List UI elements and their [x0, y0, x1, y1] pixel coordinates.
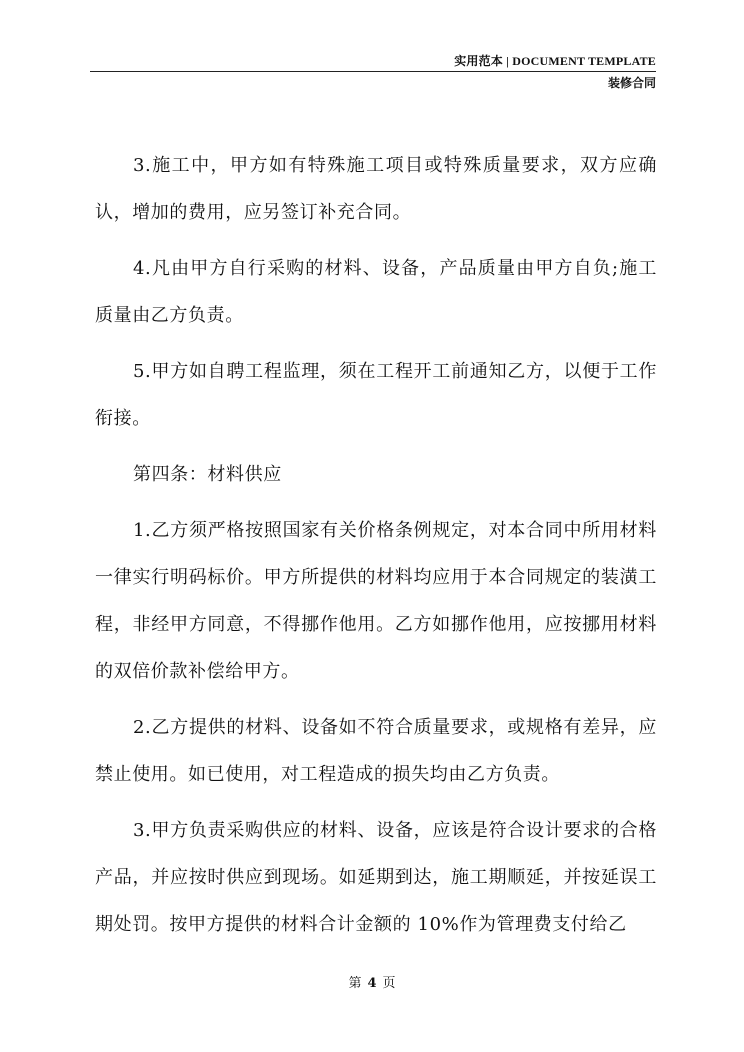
- header-subtitle: 装修合同: [607, 76, 656, 90]
- page-footer: [0, 976, 744, 992]
- paragraph-clause-4-3: 3.甲方负责采购供应的材料、设备，应该是符合设计要求的合格产品，并应按时供应到现场。如延期到达，施工期顺延，并按延误工期处罚。按甲方提供的材料合计金额的 10%作为管理费支付给乙: [95, 820, 657, 935]
- footer-prefix: 第: [348, 976, 362, 991]
- paragraph-clause-3-1: 3.施工中，甲方如有特殊施工项目或特殊质量要求，双方应确认，增加的费用，应另签订补充合同。: [95, 155, 657, 223]
- header-title: 实用范本 | DOCUMENT TEMPLATE: [454, 54, 656, 68]
- paragraph-clause-3-2: 4.凡由甲方自行采购的材料、设备，产品质量由甲方自负;施工质量由乙方负责。: [95, 258, 657, 326]
- paragraph-clause-4-2: 2.乙方提供的材料、设备如不符合质量要求，或规格有差异，应禁止使用。如已使用，对工程造成的损失均由乙方负责。: [95, 717, 657, 785]
- header-divider: [90, 71, 656, 72]
- section-heading-article-4: 第四条：材料供应: [133, 464, 282, 485]
- paragraph-clause-4-1: 1.乙方须严格按照国家有关价格条例规定，对本合同中所用材料一律实行明码标价。甲方所提供的材料均应用于本合同规定的装潢工程，非经甲方同意，不得挪作他用。乙方如挪作他用，应按挪用材料的双倍价款补偿给甲方。: [95, 520, 657, 682]
- page-number: 4: [367, 976, 377, 991]
- document-body: [95, 142, 657, 957]
- paragraph-clause-3-3: 5.甲方如自聘工程监理，须在工程开工前通知乙方，以便于工作衔接。: [95, 361, 657, 429]
- footer-suffix: 页: [382, 976, 396, 991]
